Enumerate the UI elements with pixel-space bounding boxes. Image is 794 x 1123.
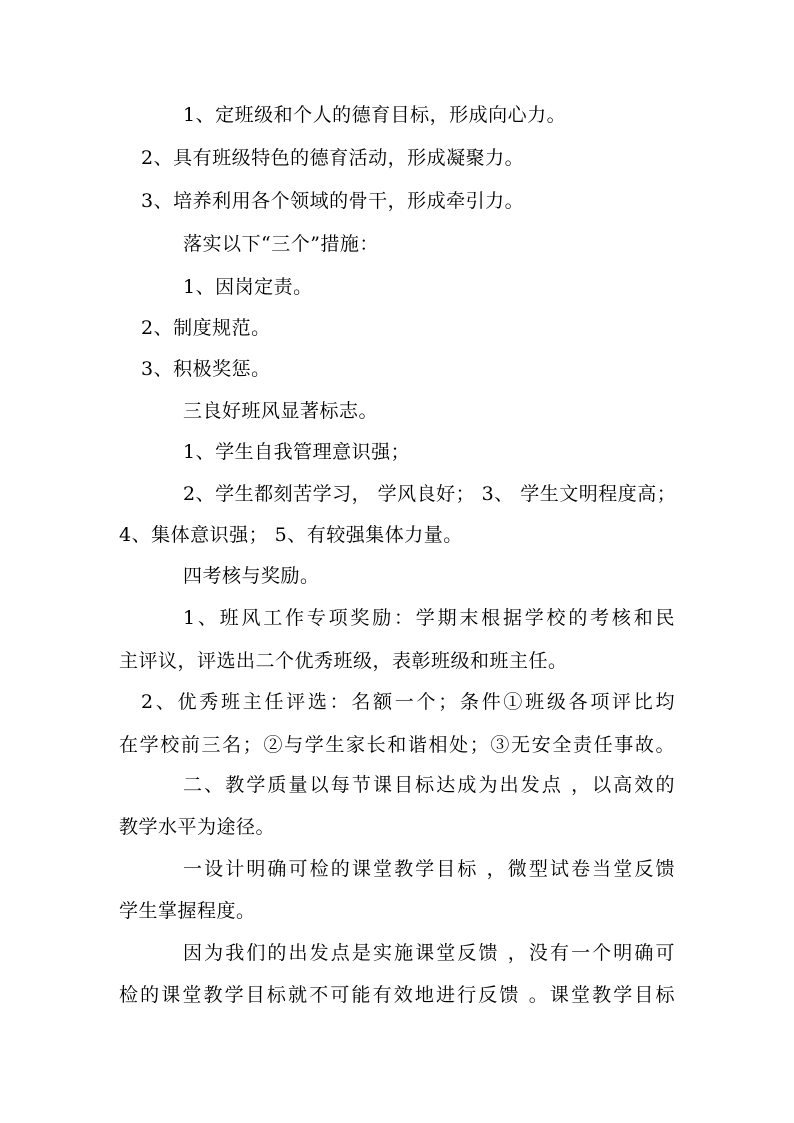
text-line: 四考核与奖励。 (183, 565, 320, 587)
text-line: 2、具有班级特色的德育活动，形成凝聚力。 (141, 147, 525, 169)
text-line: 1、定班级和个人的德育目标，形成向心力。 (183, 104, 567, 126)
text-line: 2、优秀班主任评选：名额一个；条件①班级各项评比均 (141, 691, 675, 713)
text-line: 2、学生都刻苦学习， 学风良好； 3、 学生文明程度高； (183, 483, 677, 505)
text-line: 1、因岗定责。 (183, 276, 313, 298)
text-line: 落实以下“三个”措施： (183, 233, 379, 255)
text-line: 1、班风工作专项奖励：学期末根据学校的考核和民 (183, 607, 675, 629)
text-line: 因为我们的出发点是实施课堂反馈 ，没有一个明确可 (183, 942, 675, 964)
text-line: 1、学生自我管理意识强； (183, 441, 411, 463)
text-line: 学生掌握程度。 (119, 900, 256, 922)
text-line: 主评议，评选出二个优秀班级，表彰班级和班主任。 (119, 650, 568, 672)
text-line: 在学校前三名；②与学生家长和谐相处；③无安全责任事故。 (119, 734, 675, 756)
text-line: 教学水平为途径。 (119, 816, 276, 838)
text-line: 一设计明确可检的课堂教学目标 ，微型试卷当堂反馈 (183, 858, 675, 880)
text-line: 三良好班风显著标志。 (183, 400, 379, 422)
text-line: 3、培养利用各个领域的骨干，形成牵引力。 (141, 190, 525, 212)
text-line: 4、集体意识强； 5、有较强集体力量。 (119, 524, 463, 546)
text-line: 检的课堂教学目标就不可能有效地进行反馈 。课堂教学目标 (119, 984, 675, 1006)
text-line: 2、制度规范。 (141, 317, 271, 339)
text-line: 3、积极奖惩。 (141, 358, 271, 380)
text-line: 二、教学质量以每节课目标达成为出发点 ，以高效的 (183, 774, 675, 796)
